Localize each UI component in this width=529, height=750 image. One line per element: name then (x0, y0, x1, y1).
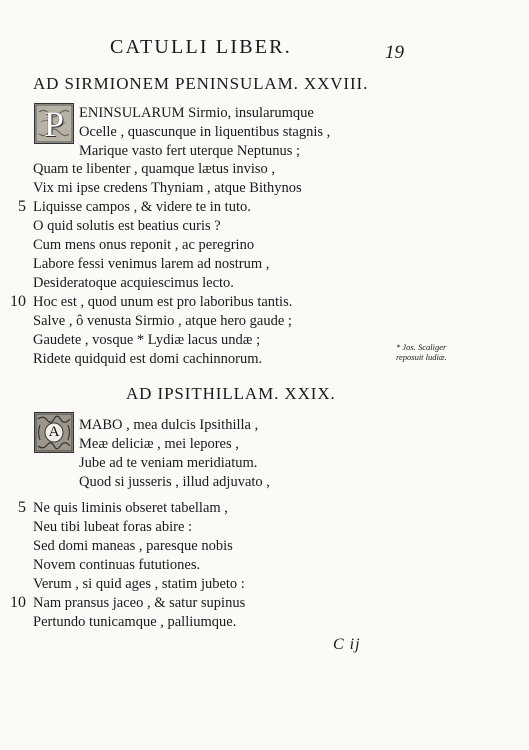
verse-line: Quod si jusseris , illud adjuvato , (79, 474, 270, 490)
line-number: 5 (18, 198, 26, 215)
verse-line: Liquisse campos , & videre te in tuto. (33, 199, 251, 215)
verse-line: MABO , mea dulcis Ipsithilla , (79, 417, 259, 433)
running-head: CATULLI LIBER. (110, 36, 292, 58)
verse-line: Pertundo tunicamque , palliumque. (33, 614, 237, 630)
verse-line: Hoc est , quod unum est pro laboribus tantis. (33, 294, 293, 310)
margin-note: * Jos. Scaliger reposuit ludiæ. (396, 342, 447, 362)
verse-line: Ridete quidquid est domi cachinnorum. (33, 351, 263, 367)
ornamental-initial-a (34, 412, 74, 453)
dropcap-letter: A (48, 424, 60, 440)
verse-line: Ne quis liminis obseret tabellam , (33, 500, 228, 516)
verse-line: ENINSULARUM Sirmio, insularumque (79, 105, 314, 121)
verse-line: Labore fessi venimus larem ad nostrum , (33, 256, 270, 272)
verse-line: Marique vasto fert uterque Neptunus ; (79, 143, 301, 159)
verse-line: Ocelle , quascunque in liquentibus stagnis , (79, 124, 331, 140)
page-number: 19 (385, 42, 404, 63)
verse-line: Sed domi maneas , paresque nobis (33, 538, 233, 554)
verse-line: Nam pransus jaceo , & satur supinus (33, 595, 246, 611)
verse-line: Salve , ô venusta Sirmio , atque hero gaude ; (33, 313, 292, 329)
line-number: 10 (10, 293, 26, 310)
poem-title-xxix: AD IPSITHILLAM. XXIX. (126, 384, 336, 403)
line-number: 10 (10, 594, 26, 611)
poem-title-xxviii: AD SIRMIONEM PENINSULAM. XXVIII. (33, 74, 369, 93)
verse-line: Cum mens onus reponit , ac peregrino (33, 237, 255, 253)
ornamental-initial-p (34, 103, 74, 144)
verse-line: Quam te libenter , quamque lætus inviso , (33, 161, 276, 177)
verse-line: Desideratoque acquiescimus lecto. (33, 275, 234, 291)
verse-line: O quid solutis est beatius curis ? (33, 218, 221, 234)
verse-line: Neu tibi lubeat foras abire : (33, 519, 193, 535)
line-number: 5 (18, 499, 26, 516)
verse-line: Verum , si quid ages , statim jubeto : (33, 576, 245, 592)
verse-line: Meæ deliciæ , mei lepores , (79, 436, 239, 452)
verse-line: Jube ad te veniam meridiatum. (79, 455, 258, 471)
dropcap-letter: P (43, 104, 65, 144)
verse-line: Gaudete , vosque * Lydiæ lacus undæ ; (33, 332, 261, 348)
verse-line: Vix mi ipse credens Thyniam , atque Bithynos (33, 180, 302, 196)
printer-signature: C ij (333, 636, 361, 653)
verse-line: Novem continuas fututiones. (33, 557, 201, 573)
